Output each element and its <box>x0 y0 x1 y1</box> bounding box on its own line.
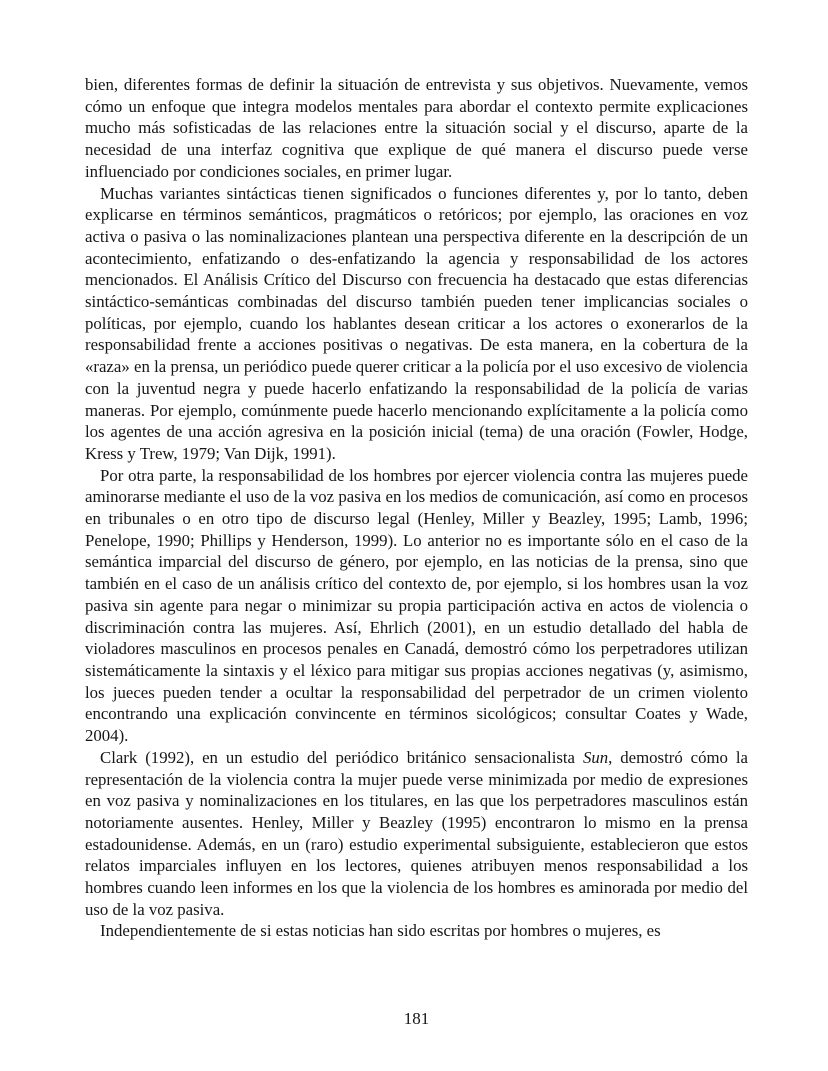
paragraph-text: , demostró cómo la representación de la violencia contra la mujer puede verse minimizada por medio de expresiones en voz pasiva y nominalizaciones en los titulares, en las que los perpetradores masculinos están notoriamente ausentes. Henley, Miller y Beazley (1995) encontraron lo mismo en la prensa estadounidense. Además, en un (raro) estudio experimental subsiguiente, establecieron que estos relatos imparciales influyen en los lectores, quienes atribuyen menos responsabilidad a los hombres cuando leen informes en los que la violencia de los hombres es aminorada por medio del uso de la voz pasiva. <box>85 747 748 919</box>
paragraph <box>85 465 748 747</box>
paragraph <box>85 74 748 183</box>
paragraph-text: Por otra parte, la responsabilidad de los hombres por ejercer violencia contra las mujeres puede aminorarse mediante el uso de la voz pasiva en los medios de comunicación, así como en procesos en tribunales o en otro tipo de discurso legal (Henley, Miller y Beazley, 1995; Lamb, 1996; Penelope, 1990; Phillips y Henderson, 1999). Lo anterior no es importante sólo en el caso de la semántica imparcial del discurso de género, por ejemplo, en las noticias de la prensa, sino que también en el caso de un análisis crítico del contexto de, por ejemplo, si los hombres usan la voz pasiva sin agente para negar o minimizar su propia participación activa en actos de violencia o discriminación contra las mujeres. Así, Ehrlich (2001), en un estudio detallado del habla de violadores masculinos en procesos penales en Canadá, demostró cómo los perpetradores utilizan sistemáticamente la sintaxis y el léxico para mitigar sus propias acciones negativas (y, asimismo, los jueces pueden tender a ocultar la responsabilidad del perpetrador de un crimen violento encontrando una explicación convincente en términos sicológicos; consultar Coates y Wade, 2004). <box>85 465 748 746</box>
paragraph-text: Muchas variantes sintácticas tienen significados o funciones diferentes y, por lo tanto, deben explicarse en términos semánticos, pragmáticos o retóricos; por ejemplo, las oraciones en voz activa o pasiva o las nominalizaciones plantean una perspectiva diferente en la descripción de un acontecimiento, enfatizando o des-enfatizando la agencia y responsabilidad de los actores mencionados. El Análisis Crítico del Discurso con frecuencia ha destacado que estas diferencias sintáctico-semánticas combinadas del discurso también pueden tener implicancias sociales o políticas, por ejemplo, cuando los hablantes desean criticar a los actores o exonerarlos de la responsabilidad frente a acciones positivas o negativas. De esta manera, en la cobertura de la «raza» en la prensa, un periódico puede querer criticar a la policía por el uso excesivo de violencia con la juventud negra y puede hacerlo enfatizando la responsabilidad de la policía de varias maneras. Por ejemplo, comúnmente puede hacerlo mencionando explícitamente a la policía como los agentes de una acción agresiva en la posición inicial (tema) de una oración (Fowler, Hodge, Kress y Trew, 1979; Van Dijk, 1991). <box>85 183 748 463</box>
newspaper-title-italic: Sun <box>582 747 609 767</box>
page-number: 181 <box>403 1009 430 1028</box>
paragraph <box>85 747 748 921</box>
paragraph-text: Clark (1992), en un estudio del periódico británico sensacionalista <box>100 747 583 767</box>
paragraph-text: Independientemente de si estas noticias han sido escritas por hombres o mujeres, es <box>100 921 661 941</box>
body-text <box>85 74 748 942</box>
paragraph-text: bien, diferentes formas de definir la situación de entrevista y sus objetivos. Nuevamente, vemos cómo un enfoque que integra modelos mentales para abordar el contexto permite explicaciones mucho más sofisticadas de las relaciones entre la situación social y el discurso, aparte de la necesidad de una interfaz cognitiva que explique de qué manera el discurso puede verse influenciado por condiciones sociales, en primer lugar. <box>85 75 748 181</box>
paragraph <box>85 183 748 465</box>
paragraph <box>85 920 748 942</box>
